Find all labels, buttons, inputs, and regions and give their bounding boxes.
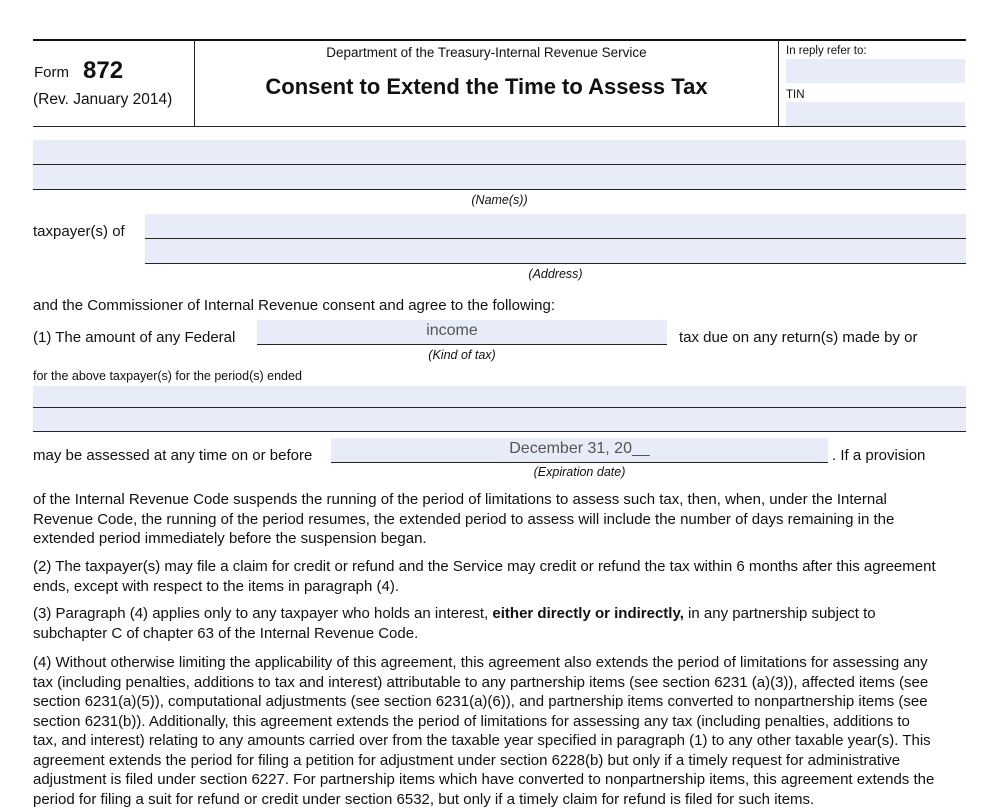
form-revision: (Rev. January 2014)	[33, 91, 173, 108]
assessed-prefix: may be assessed at any time on or before	[33, 447, 313, 464]
paragraph-3-bold: either directly or indirectly,	[492, 605, 684, 622]
period-line-2	[33, 431, 966, 432]
kind-of-tax-caption: (Kind of tax)	[428, 348, 496, 362]
paragraph-3-a: (3) Paragraph (4) applies only to any taxpayer who holds an interest,	[33, 605, 493, 622]
tin-field[interactable]	[786, 102, 965, 126]
kind-of-tax-line	[257, 344, 667, 345]
item1-prefix: (1) The amount of any Federal	[33, 329, 236, 346]
period-ended-label: for the above taxpayer(s) for the period(s) ended	[33, 369, 302, 383]
address-line-2	[145, 263, 966, 264]
kind-of-tax-value: income	[426, 322, 478, 339]
paragraph-3	[33, 604, 938, 643]
name-line-2	[33, 189, 966, 190]
tin-label: TIN	[786, 89, 805, 101]
name-field-1[interactable]	[33, 140, 966, 164]
header-bottom-rule	[33, 126, 966, 127]
assessed-suffix: . If a provision	[832, 447, 926, 464]
expiration-caption: (Expiration date)	[533, 465, 626, 479]
expiration-value: December 31, 20__	[509, 440, 650, 457]
address-field-2[interactable]	[145, 239, 966, 263]
header-divider-right	[778, 40, 779, 127]
address-field-1[interactable]	[145, 214, 966, 238]
reply-label: In reply refer to:	[786, 45, 867, 57]
taxpayer-of-label: taxpayer(s) of	[33, 223, 125, 240]
header-top-rule	[33, 39, 966, 41]
expiration-line	[331, 462, 828, 463]
paragraph-4: (4) Without otherwise limiting the applicability of this agreement, this agreement also extends the period of limitations for assessing any tax (including penalties, additions to tax and interest) attributable to any partnership items (see section 6231 (a)(3)), affected items (see section 6231(a)(5)), computational adjustments (see section 6231(a)(6)), and partnership items converted to nonpartnership items (see section 6231(b)). Additionally, this agreement extends the period of limitations for assessing any tax (including penalties, additions to tax, and interest) relating to any amounts carried over from the taxable year specified in paragraph (1) to any other taxable year(s). This agreement extends the period for filing a petition for adjustment under section 6228(b) but only if a timely request for administrative adjustment is filed under section 6227. For partnership items which have converted to nonpartnership items, this agreement extends the period for filing a suit for refund or credit under section 6532, but only if a timely claim for refund is filed for such items.	[33, 654, 935, 808]
item1-suffix: tax due on any return(s) made by or	[679, 329, 918, 346]
names-caption: (Name(s))	[471, 193, 528, 207]
address-caption: (Address)	[528, 267, 583, 281]
reply-field[interactable]	[786, 59, 965, 83]
period-field-2[interactable]	[33, 408, 966, 431]
agency-name: Department of the Treasury-Internal Revenue Service	[326, 45, 647, 60]
paragraph-suspension: of the Internal Revenue Code suspends the running of the period of limitations to assess such tax, then, when, under the Internal Revenue Code, the running of the period resumes, the extended period to assess will include the number of days remaining in the extended period immediately before the suspension began.	[33, 491, 895, 547]
commissioner-text: and the Commissioner of Internal Revenue consent and agree to the following:	[33, 297, 555, 314]
period-field-1[interactable]	[33, 386, 966, 407]
name-field-2[interactable]	[33, 165, 966, 189]
paragraph-2: (2) The taxpayer(s) may file a claim for credit or refund and the Service may credit or refund the tax within 6 months after this agreement ends, except with respect to the items in paragraph (4).	[33, 558, 936, 595]
page-title: Consent to Extend the Time to Assess Tax	[265, 74, 708, 99]
form-number: 872	[83, 57, 124, 84]
paragraph-3-b: in any partnership subject to subchapter C of chapter 63 of the Internal Revenue Code.	[33, 605, 876, 642]
form-label: Form	[34, 64, 69, 81]
